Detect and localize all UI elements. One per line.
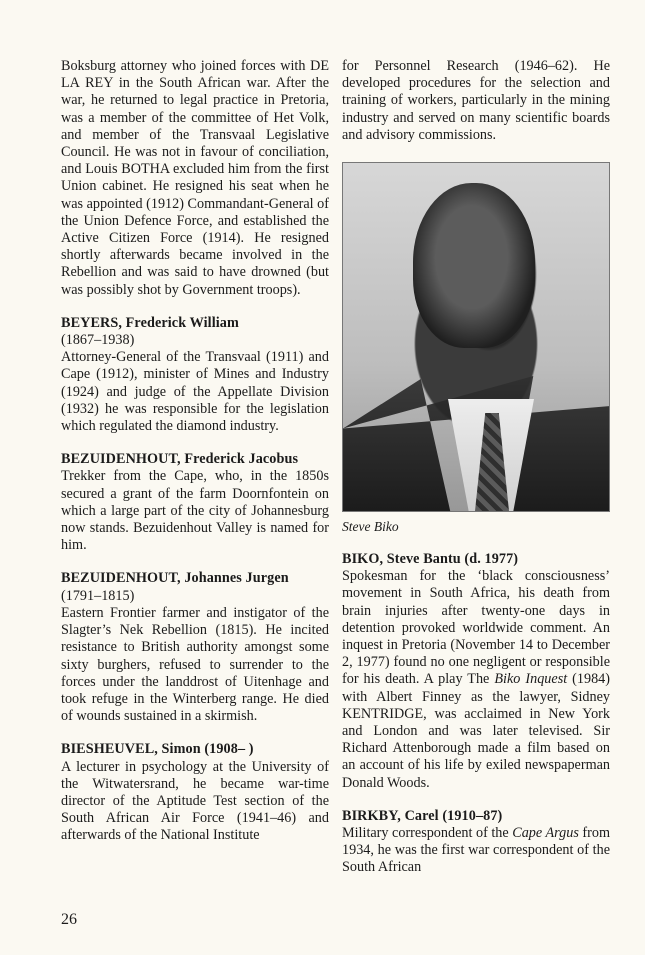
- entry-heading: [61, 451, 329, 468]
- left-column: [61, 58, 329, 845]
- entry-beyers: [61, 315, 329, 435]
- entry-heading: [342, 808, 610, 825]
- portrait-face: [413, 183, 535, 348]
- entry-given-names: , Steve Bantu (d. 1977): [379, 551, 519, 568]
- page-number: 26: [61, 911, 77, 928]
- work-title: Biko Inquest: [494, 671, 568, 688]
- entry-text: [342, 825, 610, 877]
- entry-name: BEZUIDENHOUT: [61, 451, 178, 468]
- entry-text-end: from 1934, he was the first war correspondent of the South African: [342, 825, 610, 876]
- entry-given-names: , Johannes Jurgen: [177, 570, 289, 587]
- publication-title: Cape Argus: [512, 825, 579, 842]
- entry-heading: [342, 551, 610, 568]
- entry-text-end: (1984) with Albert Finney as the lawyer, Sidney KENTRIDGE, was acclaimed in New York and London and was later televised. Sir Richard Attenborough made a film based on an account of his life by exiled newspaperman Donald Woods.: [342, 671, 610, 791]
- entry-dates: (1867–1938): [61, 332, 135, 349]
- entry-text-start: Spokesman for the ‘black consciousness’ movement in South Africa, his death from brain injuries after twenty-one days in detention provoked worldwide comment. An inquest in Pretoria (November 14 to December 2, 1977) found no one negligent or responsible for his death. A play The: [342, 568, 610, 688]
- entry-given-names: , Carel (1910–87): [397, 807, 503, 824]
- entry-heading: [61, 741, 329, 758]
- entry-given-names: , Frederick William: [118, 314, 239, 331]
- entry-dates: (1791–1815): [61, 587, 135, 604]
- entry-text: A lecturer in psychology at the University of the Witwatersrand, he became war-time director of the Aptitude Test section of the South African Air Force (1941–46) and afterwards of the National Institute: [61, 758, 329, 844]
- entry-text: Attorney-General of the Transvaal (1911) and Cape (1912), minister of Mines and Industry (1924) and judge of the Appellate Division (1932) he was responsible for the legislation which regulated the diamond industry.: [61, 349, 329, 435]
- entry-name: BIKO: [342, 551, 380, 568]
- photo-caption: Steve Biko: [342, 519, 399, 535]
- continued-entry-text: for Personnel Research (1946–62). He developed procedures for the selection and training of workers, particularly in the mining industry and served on many scientific boards and advisory commissions.: [342, 58, 610, 143]
- entry-name: BEYERS: [61, 314, 119, 331]
- entry-text: Trekker from the Cape, who, in the 1850s secured a grant of the farm Doornfontein on which a large part of the city of Johannesburg now stands. Bezuidenhout Valley is named for him.: [61, 468, 329, 554]
- right-column: [342, 58, 610, 877]
- entry-name: BEZUIDENHOUT: [61, 570, 178, 587]
- entry-given-names: , Frederick Jacobus: [177, 451, 299, 468]
- entry-biko: [342, 551, 610, 792]
- entry-given-names: , Simon (1908– ): [154, 741, 254, 758]
- entry-name: BIESHEUVEL: [61, 741, 155, 758]
- entry-bezuidenhout-frederick: [61, 451, 329, 554]
- entry-name: BIRKBY: [342, 807, 398, 824]
- entry-heading: [61, 570, 329, 587]
- portrait-photo: [342, 162, 610, 512]
- entry-biesheuvel: [61, 741, 329, 844]
- entry-text: [342, 568, 610, 792]
- entry-heading: [61, 315, 329, 332]
- entry-text-start: Military correspondent of the: [342, 825, 513, 842]
- entry-text: Eastern Frontier farmer and instigator of the Slagter’s Nek Rebellion (1815). He incited resistance to British authority amongst some sixty burghers, refused to surrender to the forces under the landdrost of Uitenhage and took refuge in the Winterberg range. He died of wounds sustained in a skirmish.: [61, 604, 329, 725]
- entry-bezuidenhout-johannes: [61, 570, 329, 725]
- entry-birkby: [342, 808, 610, 877]
- continued-entry-text: Boksburg attorney who joined forces with DE LA REY in the South African war. After the war, he returned to legal practice in Pretoria, was a member of the committee of Het Volk, and member of the Transvaal Legislative Council. He was not in favour of conciliation, and Louis BOTHA excluded him from the first Union cabinet. He resigned his seat when he was appointed (1912) Commandant-General of the Union Defence Force, and established the Active Citizen Force (1914). He resigned shortly afterwards became involved in the Rebellion and was said to have drowned (but was possibly shot by Government troops).: [61, 58, 329, 298]
